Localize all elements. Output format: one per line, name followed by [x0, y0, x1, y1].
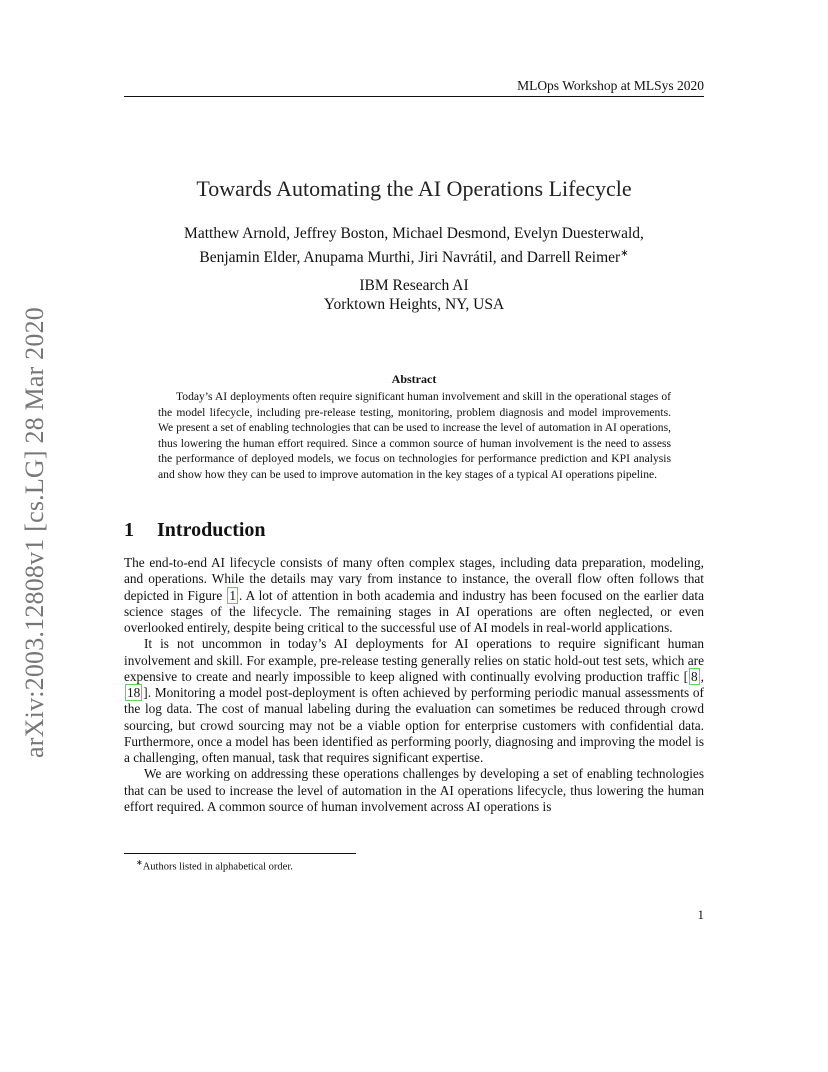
citation-separator: , — [700, 668, 704, 684]
paragraph-1-text-a: The end-to-end AI lifecycle consists of many often complex stages, including data preparation, modeling, and operations. While the details may vary from instance to instance, the overall flow often follows that depicted in Figure — [124, 555, 704, 603]
footnote-text: Authors listed in alphabetical order. — [142, 861, 293, 873]
footnote-mark: ∗ — [136, 858, 143, 867]
abstract-text: Today’s AI deployments often require significant human involvement and skill in the operational stages of the model lifecycle, including pre-release testing, monitoring, problem diagnosis and model improvements. We present a set of enabling technologies that can be used to increase the level of automation in AI operations, thus lowering the human effort required. Since a common source of human involvement is the need to assess the performance of deployed models, we focus on technologies for performance prediction and KPI analysis and show how they can be used to improve automation in the key stages of a typical AI operations pipeline. — [158, 390, 671, 481]
paragraph-2-text-b: ]. Monitoring a model post-deployment is often achieved by performing periodic manual assessments of the log data. The cost of manual labeling during the evaluation can sometimes be reduced through crowd sourcing, but crowd sourcing may not be a viable option for enterprise customers with confidential data. Furthermore, once a model has been identified as performing poorly, diagnosing and improving the model is a challenging, often manual, task that requires significant expertise. — [124, 685, 704, 765]
paragraph-1-text-b: . A lot of attention in both academia and industry has been focused on the earlier data science stages of the lifecycle. The remaining stages in AI operations are often neglected, or even overlooked entirely, despite being critical to the successful use of AI models in real-world applications. — [124, 587, 705, 635]
paragraph-1 — [124, 555, 704, 636]
author-list — [124, 224, 704, 268]
paragraph-3: We are working on addressing these operations challenges by developing a set of enabling technologies that can be used to increase the level of automation in the AI operations lifecycle, thus lowering the human effort required. A common source of human involvement across AI operations is — [124, 766, 704, 814]
abstract-heading: Abstract — [391, 372, 437, 386]
figure-ref-link[interactable]: 1 — [229, 587, 236, 603]
affiliation-org: IBM Research AI — [359, 277, 469, 294]
affiliation — [124, 276, 704, 314]
arxiv-identifier-stamp: arXiv:2003.12808v1 [cs.LG] 28 Mar 2020 — [20, 307, 49, 758]
citation-link-18[interactable]: 18 — [127, 685, 141, 700]
author-line-2 — [124, 244, 704, 268]
author-line-1: Matthew Arnold, Jeffrey Boston, Michael Desmond, Evelyn Duesterwald, — [184, 225, 644, 242]
page-number: 1 — [697, 907, 704, 922]
paragraph-2 — [124, 636, 704, 766]
paragraph-2-text-a: It is not uncommon in today’s AI deployments for AI operations to require significant human involvement and skill. For example, pre-release testing generally relies on static hold-out test sets, which are expensive to create and nearly impossible to keep aligned with continually evolving production traffic [ — [124, 636, 704, 684]
body-text — [124, 555, 704, 815]
citation-link-8[interactable]: 8 — [691, 668, 698, 684]
section-number: 1 — [124, 519, 134, 541]
footnote-rule — [124, 853, 356, 854]
paper-title: Towards Automating the AI Operations Lifecycle — [196, 176, 632, 201]
section-heading — [124, 519, 266, 542]
footnote — [124, 858, 293, 873]
section-title: Introduction — [157, 519, 266, 541]
affiliation-location: Yorktown Heights, NY, USA — [323, 296, 505, 313]
author-line-2-text: Benjamin Elder, Anupama Murthi, Jiri Navrátil, and Darrell Reimer — [199, 249, 621, 267]
author-footnote-mark: ∗ — [620, 248, 629, 259]
header-rule — [124, 96, 704, 97]
running-head: MLOps Workshop at MLSys 2020 — [517, 78, 704, 93]
